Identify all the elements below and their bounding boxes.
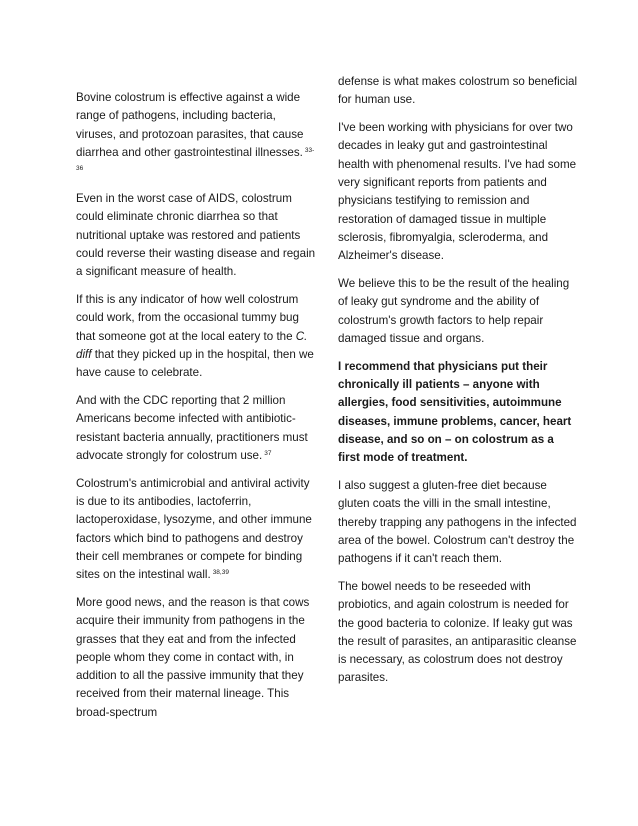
paragraph-recommendation: I recommend that physicians put their chronically ill patients – anyone with allergies, food sensitivities, autoimmune diseases, immune problems, cancer, heart disease, and so on – on colostrum as a first mode of treatment. — [338, 359, 572, 465]
paragraph-cdc — [76, 392, 316, 465]
paragraph-colostrum-effective — [76, 89, 316, 180]
paragraph-good-news: More good news, and the reason is that cows acquire their immunity from pathogens in the grasses that they eat and from the infected people whom they come in contact with, in addition to all the passive immunity that they received from their maternal lineage. This broad-spectrum — [76, 595, 310, 719]
paragraph-antimicrobial — [76, 475, 316, 585]
paragraph-gluten-free: I also suggest a gluten-free diet because gluten coats the villi in the small intestine, thereby trapping any pathogens in the infected area of the bowel. Colostrum can't destroy the pathogens if it can't reach them. — [338, 478, 577, 566]
paragraph-bowel-reseed: The bowel needs to be reseeded with probiotics, and again colostrum is needed for the good bacteria to colonize. If leaky gut was the result of parasites, an antiparasitic cleanse is necessary, as colostrum does not destroy parasites. — [338, 579, 577, 685]
left-column — [76, 89, 316, 732]
paragraph-indicator — [76, 291, 316, 382]
paragraph-text: Bovine colostrum is effective against a wide range of pathogens, including bacteria, viruses, and protozoan parasites, that cause diarrhea and other gastrointestinal illnesses. — [76, 91, 304, 159]
paragraph-text: Colostrum's antimicrobial and antiviral activity is due to its antibodies, lactoferrin, lactoperoxidase, lysozyme, and other immune factors which bind to pathogens and destroy their cell membranes or compete for binding sites on the intestinal wall. — [76, 476, 312, 582]
paragraph-text: And with the CDC reporting that 2 million Americans become infected with antibiotic-resistant bacteria annually, practitioners must advocate strongly for colostrum use. — [76, 393, 308, 462]
paragraph-text: If this is any indicator of how well colostrum could work, from the occasional tummy bug that someone got at the local eatery to the — [76, 292, 299, 343]
c-diff-italic: C. diff — [76, 329, 308, 361]
citation-ref: 33-36 — [76, 146, 315, 173]
paragraph-aids: Even in the worst case of AIDS, colostrum could eliminate chronic diarrhea so that nutritional uptake was restored and patients could reverse their wasting disease and regain a significant measure of health. — [76, 191, 316, 279]
paragraph-physicians-experience: I've been working with physicians for over two decades in leaky gut and gastrointestinal health with phenomenal results. I've had some very significant reports from patients and physicians testifying to remission and restoration of damaged tissue in multiple sclerosis, fibromyalgia, scleroderma, and Alzheimer's disease. — [338, 121, 577, 263]
paragraph-defense: defense is what makes colostrum so beneficial for human use. — [338, 75, 578, 107]
paragraph-leaky-gut: We believe this to be the result of the healing of leaky gut syndrome and the ability of colostrum's growth factors to help repair damaged tissue and organs. — [338, 276, 570, 345]
citation-ref: 37 — [264, 449, 272, 457]
paragraph-text: that they picked up in the hospital, then we have cause to celebrate. — [76, 347, 314, 380]
citation-ref: 38,39 — [212, 569, 229, 577]
right-column — [338, 73, 578, 697]
